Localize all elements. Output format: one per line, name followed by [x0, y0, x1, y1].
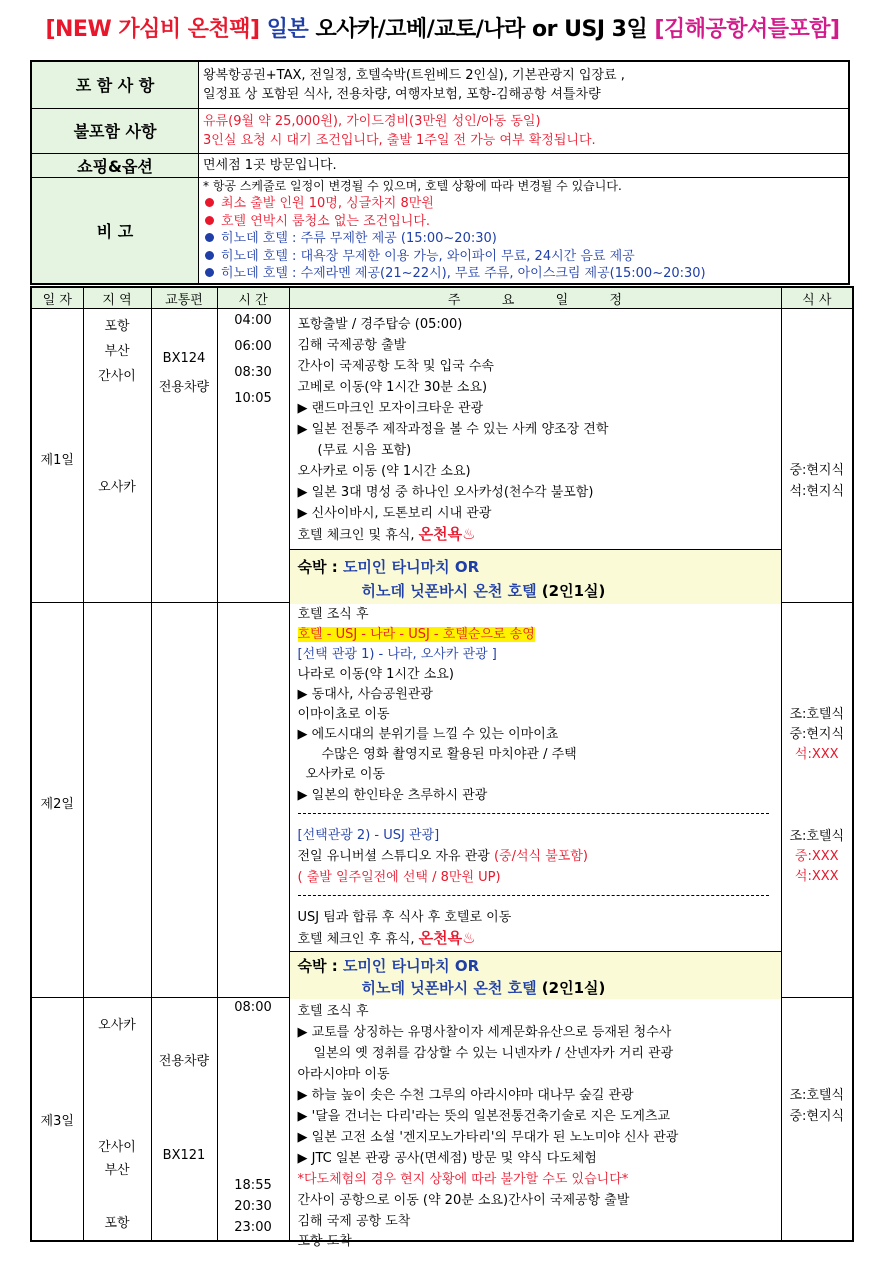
- info-table: [30, 60, 850, 285]
- shuttle-highlight: 호텔 - USJ - 나라 - USJ - 호텔순으로 송영: [297, 627, 535, 642]
- day-label-cell: 제1일: [31, 309, 83, 603]
- include-label: 포 함 사 항: [31, 61, 199, 108]
- day-row: [31, 603, 853, 998]
- region-cell: 오사카 간사이 부산 포항: [83, 998, 151, 1241]
- bullet-icon: [205, 251, 214, 260]
- shop-label: 쇼핑&옵션: [31, 153, 199, 177]
- onsen-label: 온천욕♨: [418, 929, 476, 947]
- header-meal: 식 사: [781, 287, 853, 309]
- header-time: 시 간: [217, 287, 289, 309]
- note-value: * 항공 스케줄로 일정이 변경될 수 있으며, 호텔 상황에 따라 변경될 수 있습니다. 최소 출발 인원 10명, 싱글차지 8만원 호텔 연박시 룸청소 없는 조건입니다. 히노데 호텔 : 주류 무제한 제공 (15:00~20:30) 히노데 호텔 : 대욕장 무제한 이용 가능, 와이파이 무료, 24시간 음료 제공 히노데 호텔 : 수제라멘 제공(21~22시), 무료 주류, 아이스크림 제공(15:00~20:30): [199, 177, 850, 284]
- header-transport: 교통편: [151, 287, 217, 309]
- transport-cell: [151, 603, 217, 998]
- day-row: [31, 998, 853, 1241]
- header-region: 지 역: [83, 287, 151, 309]
- meal-cell: 조:호텔식 중:현지식 석:XXX 조:호텔식 중:XXX 석:XXX: [781, 603, 853, 998]
- page-title: [NEW 가심비 온천팩] 일본 오사카/고베/교토/나라 or USJ 3일 [김해공항셔틀포함]: [45, 17, 840, 42]
- day-label-cell: 제2일: [31, 603, 83, 998]
- region-cell: 포항 부산 간사이 오사카: [83, 309, 151, 603]
- divider: [298, 813, 769, 814]
- bullet-icon: [205, 216, 214, 225]
- schedule-cell: 호텔 조식 후 호텔 - USJ - 나라 - USJ - 호텔순으로 송영 [선택 관광 1) - 나라, 오사카 관광 ] 나라로 이동(약 1시간 소요) ▶ 동대사, 사슴공원관광 이마이쵸로 이동 ▶ 에도시대의 분위기를 느낄 수 있는 이마이쵸 수많은 영화 촬영지로 활용된 마치야관 / 주택 오사카로 이동 ▶ 일본의 한인타운 츠루하시 관광 [선택관광 2) - USJ 관광] 전일 유니버셜 스튜디오 자유 관광 (중/석식 불포함) ( 출발 일주일전에 선택 / 8만원 UP) USJ 팀과 합류 후 식사 후 호텔로 이동 호텔 체크인 후 휴식, 온천욕♨ 숙박 : 도미인 타니마치 OR 히노데 닛폰바시 온천 호텔 (2인1실): [289, 603, 781, 998]
- time-cell: 08:00 18:55 20:30 23:00: [217, 998, 289, 1241]
- exclude-value: 유류(9월 약 25,000원), 가이드경비(3만원 성인/아동 동일) 3인실 요청 시 대기 조건입니다, 출발 1주일 전 가능 여부 확정됩니다.: [199, 108, 850, 153]
- day-row: [31, 309, 853, 603]
- stay-box: 숙박 : 도미인 타니마치 OR 히노데 닛폰바시 온천 호텔 (2인1실): [290, 549, 781, 604]
- transport-cell: 전용차량 BX121: [151, 998, 217, 1241]
- header-schedule: 주 요 일 정: [289, 287, 781, 309]
- time-cell: [217, 603, 289, 998]
- header-date: 일 자: [31, 287, 83, 309]
- divider: [298, 895, 769, 896]
- exclude-label: 불포함 사항: [31, 108, 199, 153]
- schedule-cell: 포항출발 / 경주탑승 (05:00) 김해 국제공항 출발 간사이 국제공항 도착 및 입국 수속 고베로 이동(약 1시간 30분 소요) ▶ 랜드마크인 모자이크타운 관광 ▶ 일본 전통주 제작과정을 볼 수 있는 사케 양조장 견학 (무료 시음 포함) 오사카로 이동 (약 1시간 소요) ▶ 일본 3대 명성 중 하나인 오사카성(천수각 불포함) ▶ 신사이바시, 도톤보리 시내 관광 호텔 체크인 및 휴식, 온천욕♨ 숙박 : 도미인 타니마치 OR 히노데 닛폰바시 온천 호텔 (2인1실): [289, 309, 781, 603]
- region-cell: [83, 603, 151, 998]
- time-cell: 04:00 06:00 08:30 10:05: [217, 309, 289, 603]
- meal-cell: 조:호텔식 중:현지식: [781, 998, 853, 1241]
- shop-value: 면세점 1곳 방문입니다.: [199, 153, 850, 177]
- meal-cell: 중:현지식 석:현지식: [781, 309, 853, 603]
- bullet-icon: [205, 233, 214, 242]
- onsen-label: 온천욕♨: [418, 525, 476, 543]
- include-value: 왕복항공권+TAX, 전일정, 호텔숙박(트윈베드 2인실), 기본관광지 입장료 , 일정표 상 포함된 식사, 전용차량, 여행자보험, 포항-김해공항 셔틀차량: [199, 61, 850, 108]
- note-label: 비 고: [31, 177, 199, 284]
- stay-box: 숙박 : 도미인 타니마치 OR 히노데 닛폰바시 온천 호텔 (2인1실): [290, 951, 781, 999]
- transport-cell: BX124 전용차량: [151, 309, 217, 603]
- bullet-icon: [205, 268, 214, 277]
- schedule-table: [30, 286, 854, 1249]
- bullet-icon: [205, 198, 214, 207]
- schedule-cell: 호텔 조식 후 ▶ 교토를 상징하는 유명사찰이자 세계문화유산으로 등재된 청수사 일본의 옛 정취를 감상할 수 있는 니넨자카 / 산넨자카 거리 관광 아라시야마 이동 ▶ 하늘 높이 솟은 수천 그루의 아라시야마 대나무 숲길 관광 ▶ '달을 건너는 다리'라는 뜻의 일본전통건축기술로 지은 도게츠교 ▶ 일본 고전 소설 '겐지모노가타리'의 무대가 된 노노미야 신사 관광 ▶ JTC 일본 관광 공사(면세점) 방문 및 약식 다도체험 *다도체험의 경우 현지 상황에 따라 불가할 수도 있습니다* 간사이 공항으로 이동 (약 20분 소요)간사이 국제공항 출발 김해 국제 공항 도착 포항 도착: [289, 998, 781, 1241]
- day-label-cell: 제3일: [31, 998, 83, 1241]
